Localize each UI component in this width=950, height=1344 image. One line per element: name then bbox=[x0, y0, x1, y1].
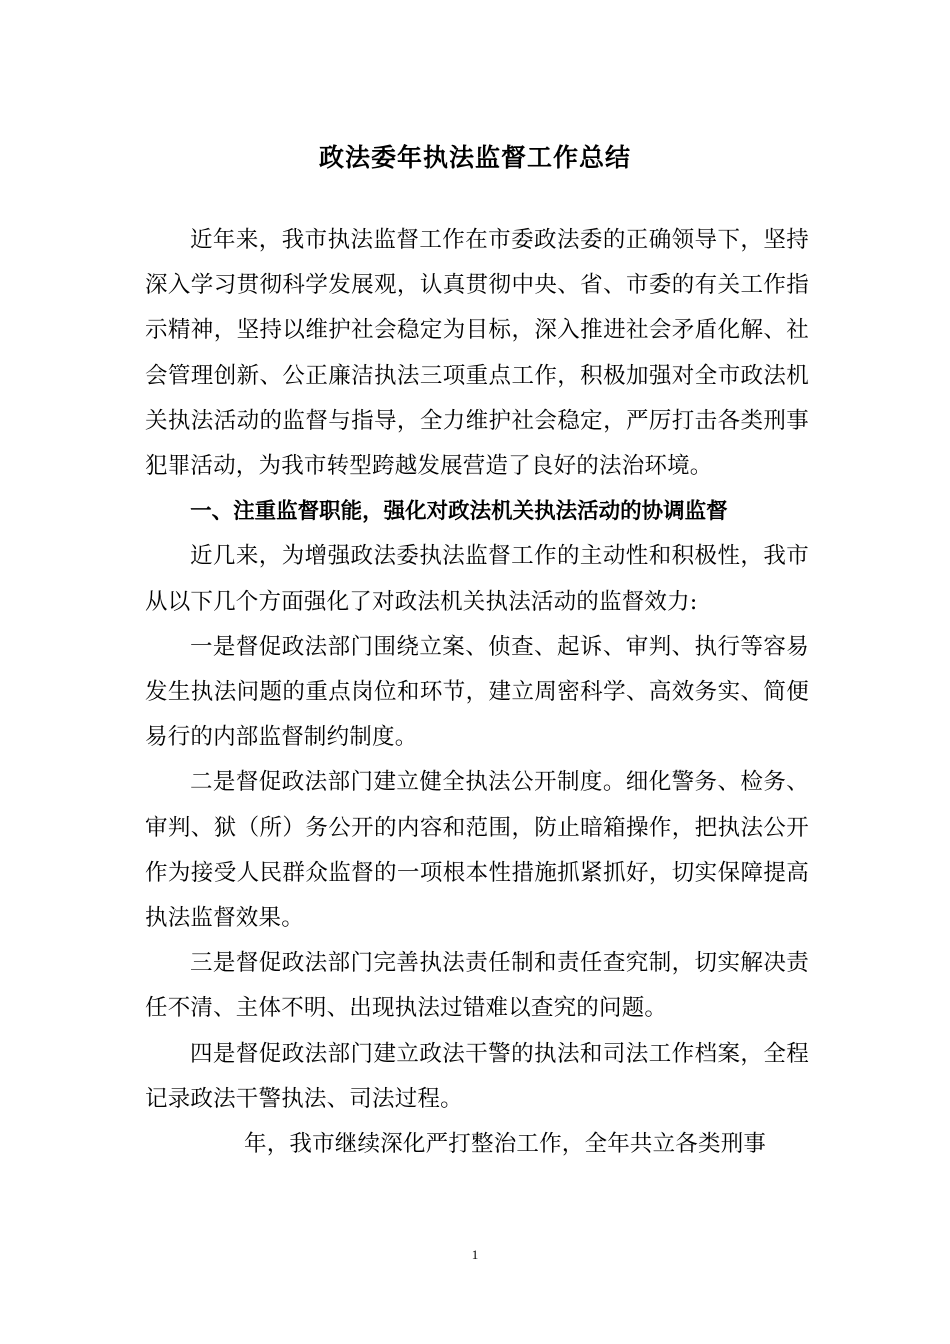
trailing-paragraph: 年，我市继续深化严打整治工作，全年共立各类刑事 bbox=[244, 1131, 767, 1158]
document-body bbox=[145, 218, 809, 1167]
section-paragraph-intro: 近几来，为增强政法委执法监督工作的主动性和积极性，我市从以下几个方面强化了对政法机关执法活动的监督效力: bbox=[145, 543, 809, 615]
intro-paragraph: 近年来，我市执法监督工作在市委政法委的正确领导下，坚持深入学习贯彻科学发展观，认真贯彻中央、省、市委的有关工作指示精神，坚持以维护社会稳定为目标，深入推进社会矛盾化解、社会管理创新、公正廉洁执法三项重点工作，积极加强对全市政法机关执法活动的监督与指导，全力维护社会稳定，严厉打击各类刑事犯罪活动，为我市转型跨越发展营造了良好的法治环境。 bbox=[145, 227, 809, 480]
section-paragraph-2: 二是督促政法部门建立健全执法公开制度。细化警务、检务、审判、狱（所）务公开的内容和范围，防止暗箱操作，把执法公开作为接受人民群众监督的一项根本性措施抓紧抓好，切实保障提高执法监督效果。 bbox=[145, 769, 809, 932]
page-number: 1 bbox=[471, 1247, 479, 1262]
section-paragraph-1: 一是督促政法部门围绕立案、侦查、起诉、审判、执行等容易发生执法问题的重点岗位和环节，建立周密科学、高效务实、简便易行的内部监督制约制度。 bbox=[145, 633, 809, 751]
section-paragraph-3: 三是督促政法部门完善执法责任制和责任查究制，切实解决责任不清、主体不明、出现执法过错难以查究的问题。 bbox=[145, 950, 809, 1022]
section-paragraph-4: 四是督促政法部门建立政法干警的执法和司法工作档案，全程记录政法干警执法、司法过程。 bbox=[145, 1040, 809, 1112]
document-title: 政法委年执法监督工作总结 bbox=[318, 143, 631, 172]
section-heading: 一、注重监督职能，强化对政法机关执法活动的协调监督 bbox=[190, 499, 728, 525]
